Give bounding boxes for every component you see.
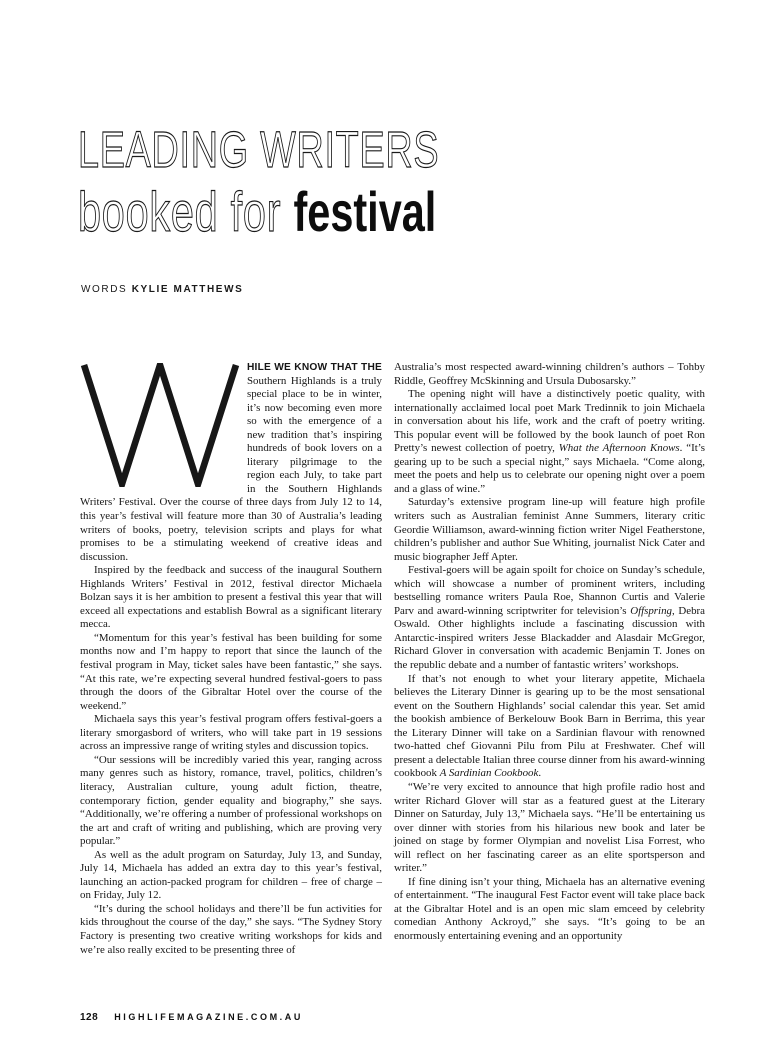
italic-title-text: What the Afternoon Knows [558,442,680,455]
body-text: Michaela says this year’s festival program offers festival-goers a literary smorgasbord of writers, who will take part in 19 sessions across an impressive range of writing styles and discussion topics. [80,713,382,753]
body-paragraph [394,361,705,388]
body-text: Australia’s most respected award-winning children’s authors – Tohby Riddle, Geoffrey McSkinning and Ursula Dubosarsky.” [394,361,705,387]
body-paragraph [80,849,382,903]
page-number: 128 [80,1012,99,1023]
body-text: If fine dining isn’t your thing, Michaela has an alternative evening of entertainment. “The inaugural Fest Factor event will take place back at the Gibraltar Hotel and is an open mic slam emceed by celebrity comedian Anthony Ackroyd,” she says. “It’s going to be an enormously entertaining evening and an opportunity [394,875,705,942]
headline-line2-thin: booked for [78,180,294,243]
page-footer [80,1007,303,1025]
body-paragraph [394,496,705,564]
body-paragraph [80,713,382,754]
body-text: As well as the adult program on Saturday, July 13, and Sunday, July 14, Michaela has added an extra day to this year’s festival, launching an action-packed program for children – free of charge – on Friday, July 12. [80,848,382,902]
headline-line1: LEADING WRITERS [78,121,440,178]
body-text: Southern Highlands is a truly special place to be in winter, it’s now becoming even more so with the emergence of a new tradition that’s inspiring hundreds of book lovers on a literary pilgrimage to the region each July, to take part in the Southern Highlands Writers’ Festival. Over the course of three days from July 12 to 14, this year’s festival will feature more than 30 of Australia’s leading writers of books, poetry, television scripts and plays for what promises to be a stimulating weekend of creative ideas and discussion. [80,374,382,563]
italic-title-text: Offspring [630,604,672,617]
body-paragraph [80,754,382,849]
body-text: Festival-goers will be again spoilt for choice on Sunday’s schedule, which will showcase a number of prominent writers, including bestselling romance writers Paula Roe, Shannon Curtis and Valerie Parv and award-winning scriptwriter for television’s [394,564,705,617]
body-text: . “It’s gearing up to be such a special night,” says Michaela. “Come along, meet the poets and help us to celebrate our opening night over a poem and a glass of wine.” [394,442,705,495]
magazine-website: HIGHLIFEMAGAZINE.COM.AU [114,1012,303,1022]
body-text: “Momentum for this year’s festival has been building for some months now and I’m happy to report that since the launch of the festival program in May, ticket sales have been fantastic,” she says. “At this rate, we’re expecting several hundred festival-goers to pass through the doors of the Gibraltar Hotel over the course of the weekend.” [80,631,382,712]
headline-line2-bold: festival [293,180,437,243]
body-text: Inspired by the feedback and success of the inaugural Southern Highlands Writers’ Festival in 2012, festival director Michaela Bolzan says it is her ambition to present a festival this year that will exceed all expectations and establish Bowral as a significant literary mecca. [80,564,382,631]
body-paragraph [80,632,382,713]
body-text: The opening night will have a distinctively poetic quality, with internationally acclaimed local poet Mark Tredinnik to join Michaela in conversation about his life, work and the craft of poetry writing. This popular event will be followed by the book launch of poet Ron Pretty’s newest collection of poetry, [394,388,705,455]
body-text: , Debra Oswald. Other highlights include a fascinating discussion with Antarctic-inspired writers Jesse Blackadder and Alasdair McGregor, Richard Glover in conversation with academic Benjamin T. Jones on the republic debate and a number of fantastic writers’ workshops. [394,604,705,672]
body-text: “Our sessions will be incredibly varied this year, ranging across many genres such as history, romance, travel, politics, children’s literacy, Australian culture, young adult fiction, theatre, contemporary fiction, gender equality and biography,” she says. “Additionally, we’re offering a number of professional workshops on the art and craft of writing and publishing, which are proving very popular.” [80,753,382,848]
lead-in-caps: HILE WE KNOW THAT THE [247,362,382,373]
byline-label: WORDS [81,284,132,295]
italic-title-text: A Sardinian Cookbook [439,767,539,780]
body-text: If that’s not enough to whet your literary appetite, Michaela believes the Literary Dinner is gearing up to be the most sensational event on the Southern Highlands’ social calendar this year. Set amid the bookish ambience of Berkelouw Book Barn in Berrima, this year the Literary Dinner will take on a Sardinian flavour with renowned two-hatted chef Giovanni Pilu from Pilu at Freshwater. Chef will present a delectable Italian three course dinner from his award-winning cookbook [394,672,705,780]
body-paragraph [80,903,382,957]
body-paragraph [394,781,705,876]
body-paragraph [394,564,705,672]
body-text: Saturday’s extensive program line-up will feature high profile writers such as Australian feminist Anne Summers, literary critic Geordie Williamson, award-winning fiction writer Nigel Featherstone, children’s publisher and author Sue Whiting, journalist Nick Cater and music biographer Jeff Apter. [394,496,705,563]
byline [81,284,243,295]
body-paragraph [80,564,382,632]
byline-author-name: KYLIE MATTHEWS [131,284,244,295]
dropcap-w [80,363,240,487]
body-paragraph [394,876,705,944]
left-column [80,361,382,957]
article-headline [78,121,566,243]
dropcap-w-glyph [80,363,240,487]
body-text: . [538,767,542,780]
right-column [394,361,705,944]
body-paragraph [394,673,705,781]
body-text: “We’re very excited to announce that high profile radio host and writer Richard Glover will star as a featured guest at the Literary Dinner on Saturday, July 13,” Michaela says. “He’ll be entertaining us over dinner with stories from his hilarious new book and later be joined on stage by former Olympian and novelist Lisa Forrest, who will reflect on her fascinating career as an elite sportsperson and writer.” [394,780,705,875]
body-text: “It’s during the school holidays and there’ll be fun activities for kids throughout the course of the day,” she says. “The Sydney Story Factory is presenting two creative writing workshops for kids and we’re also really excited to be presenting three of [80,902,382,956]
headline-line2 [78,180,439,243]
body-paragraph [394,388,705,496]
